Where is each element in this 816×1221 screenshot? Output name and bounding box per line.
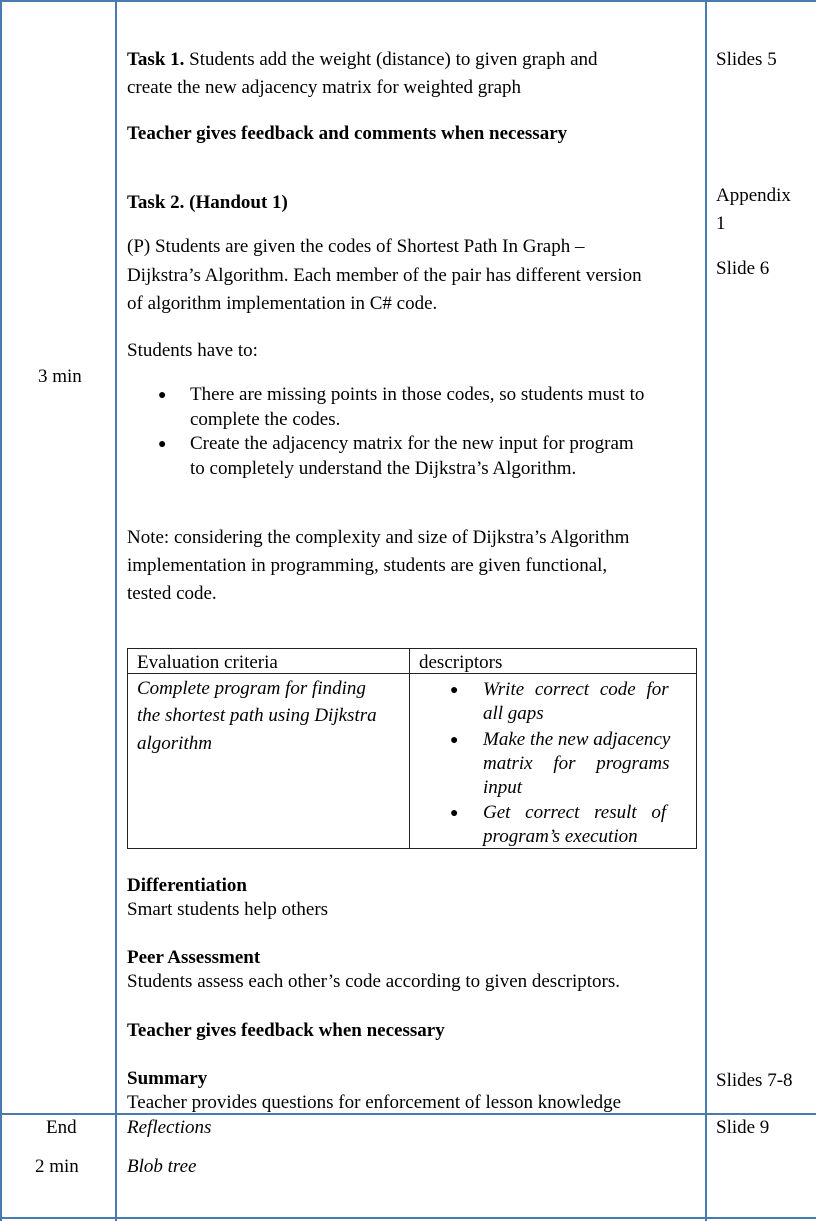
bullet-dot-icon: ● [450,806,459,821]
peer-title: Peer Assessment [127,947,261,968]
descriptor-line: program’s execution [483,826,638,847]
descriptor-line: all gaps [483,703,544,724]
resource-appendix: Appendix [716,185,791,206]
task1-line1 [127,47,598,72]
table-border-col2 [705,0,707,1221]
task2-para-line: (P) Students are given the codes of Shortest Path In Graph – [127,236,585,257]
duration-end: 2 min [35,1156,79,1177]
students-have-to: Students have to: [127,340,258,361]
resource-slides78: Slides 7-8 [716,1070,793,1091]
summary-text: Teacher provides questions for enforcement of lesson knowledge [127,1092,622,1113]
eval-table-top [127,648,697,649]
bullet-text: complete the codes. [190,409,341,430]
descriptor-line: Write correct code for [483,679,669,700]
task1-line2: create the new adjacency matrix for weighted graph [127,77,522,98]
table-border-top [0,0,816,2]
resource-slide6: Slide 6 [716,258,770,279]
resource-appendix-number: 1 [716,213,726,234]
table-border-left [0,0,2,1221]
descriptor-line: matrix for programs [483,753,670,774]
blob-tree-text: Blob tree [127,1156,197,1177]
bullet-dot-icon: ● [450,733,459,748]
teacher-feedback: Teacher gives feedback when necessary [127,1020,445,1041]
eval-criteria-line: Complete program for finding [137,678,366,699]
eval-criteria-line: algorithm [137,733,212,754]
task1-feedback: Teacher gives feedback and comments when necessary [127,123,568,144]
eval-criteria-line: the shortest path using Dijkstra [137,705,377,726]
resource-slides5: Slides 5 [716,49,777,70]
note-line: tested code. [127,583,217,604]
note-line: implementation in programming, students are given functional, [127,555,608,576]
descriptor-line: Get correct result of [483,802,667,823]
bullet-dot-icon: ● [158,437,167,452]
bullet-dot-icon: ● [450,683,459,698]
duration-main: 3 min [38,366,82,387]
task2-heading: Task 2. (Handout 1) [127,192,288,213]
eval-table-mid [409,648,410,849]
task1-text: Students add the weight (distance) to given graph and [184,49,598,70]
table-border-bottom [0,1217,816,1219]
summary-title: Summary [127,1068,208,1089]
eval-header-descriptors: descriptors [419,652,503,673]
resource-slide9: Slide 9 [716,1117,770,1138]
differentiation-title: Differentiation [127,875,247,896]
peer-text: Students assess each other’s code according to given descriptors. [127,971,620,992]
bullet-text: Create the adjacency matrix for the new input for program [190,433,634,454]
task2-para-line: of algorithm implementation in C# code. [127,293,438,314]
differentiation-text: Smart students help others [127,899,329,920]
bullet-text: There are missing points in those codes, so students must to [190,384,645,405]
task1-heading: Task 1. [127,49,185,70]
task2-para-line: Dijkstra’s Algorithm. Each member of the pair has different version [127,265,642,286]
note-line: Note: considering the complexity and size of Dijkstra’s Algorithm [127,527,630,548]
bullet-dot-icon: ● [158,388,167,403]
table-border-col1 [115,0,117,1221]
eval-table-left [127,648,128,849]
eval-header-criteria: Evaluation criteria [137,652,278,673]
eval-table-right [696,648,697,849]
reflections-text: Reflections [127,1117,212,1138]
bullet-text: to completely understand the Dijkstra’s Algorithm. [190,458,577,479]
descriptor-line: input [483,777,523,798]
descriptor-line: Make the new adjacency [483,729,671,750]
end-label: End [46,1117,77,1138]
